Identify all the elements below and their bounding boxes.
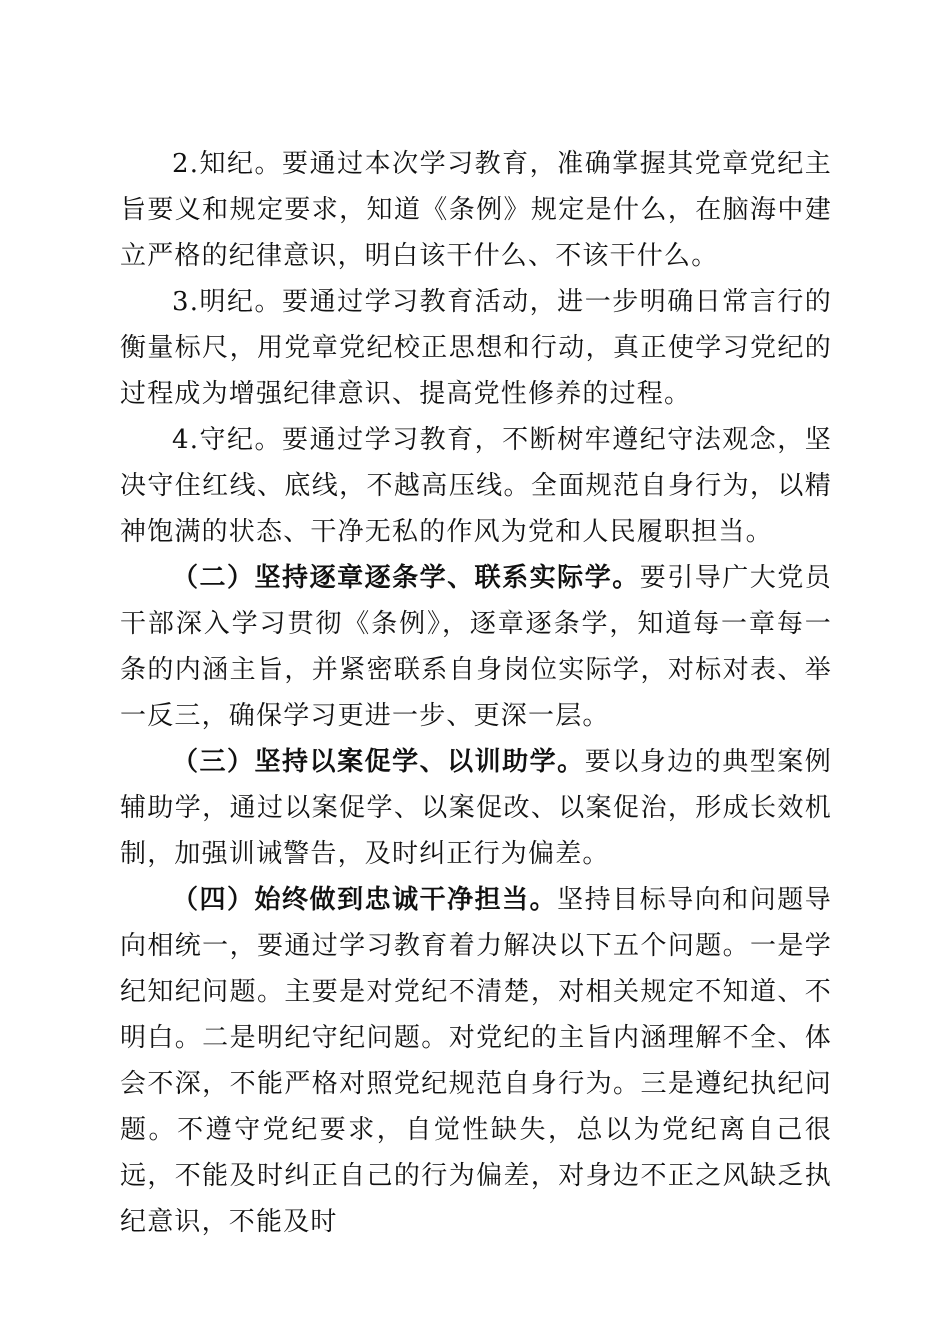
paragraph-section-4	[120, 877, 832, 1245]
paragraph-section-3	[120, 739, 832, 877]
paragraph-text: 要引导广大党员干部深入学习贯彻《条例》，逐章逐条学，知道每一章每一条的内涵主旨，并紧密联系自身岗位实际学，对标对表、举一反三，确保学习更进一步、更深一层。	[120, 563, 832, 731]
document-body	[120, 141, 832, 1245]
section-heading: （三）坚持以案促学、以训助学。	[172, 747, 585, 777]
paragraph-zhiji	[120, 141, 832, 279]
section-heading: （四）始终做到忠诚干净担当。	[172, 885, 558, 915]
paragraph-text: 4.守纪。要通过学习教育，不断树牢遵纪守法观念，坚决守住红线、底线，不越高压线。全面规范自身行为，以精神饱满的状态、干净无私的作风为党和人民履职担当。	[120, 425, 832, 547]
section-heading: （二）坚持逐章逐条学、联系实际学。	[172, 563, 640, 593]
paragraph-text: 坚持目标导向和问题导向相统一，要通过学习教育着力解决以下五个问题。一是学纪知纪问题。主要是对党纪不清楚，对相关规定不知道、不明白。二是明纪守纪问题。对党纪的主旨内涵理解不全、体会不深，不能严格对照党纪规范自身行为。三是遵纪执纪问题。不遵守党纪要求，自觉性缺失，总以为党纪离自己很远，不能及时纠正自己的行为偏差，对身边不正之风缺乏执纪意识，不能及时	[120, 885, 832, 1237]
paragraph-shouji	[120, 417, 832, 555]
paragraph-text: 要以身边的典型案例辅助学，通过以案促学、以案促改、以案促治，形成长效机制，加强训诫警告，及时纠正行为偏差。	[120, 747, 832, 869]
paragraph-section-2	[120, 555, 832, 739]
paragraph-text: 2.知纪。要通过本次学习教育，准确掌握其党章党纪主旨要义和规定要求，知道《条例》规定是什么，在脑海中建立严格的纪律意识，明白该干什么、不该干什么。	[120, 149, 832, 271]
paragraph-mingji	[120, 279, 832, 417]
paragraph-text: 3.明纪。要通过学习教育活动，进一步明确日常言行的衡量标尺，用党章党纪校正思想和行动，真正使学习党纪的过程成为增强纪律意识、提高党性修养的过程。	[120, 287, 832, 409]
